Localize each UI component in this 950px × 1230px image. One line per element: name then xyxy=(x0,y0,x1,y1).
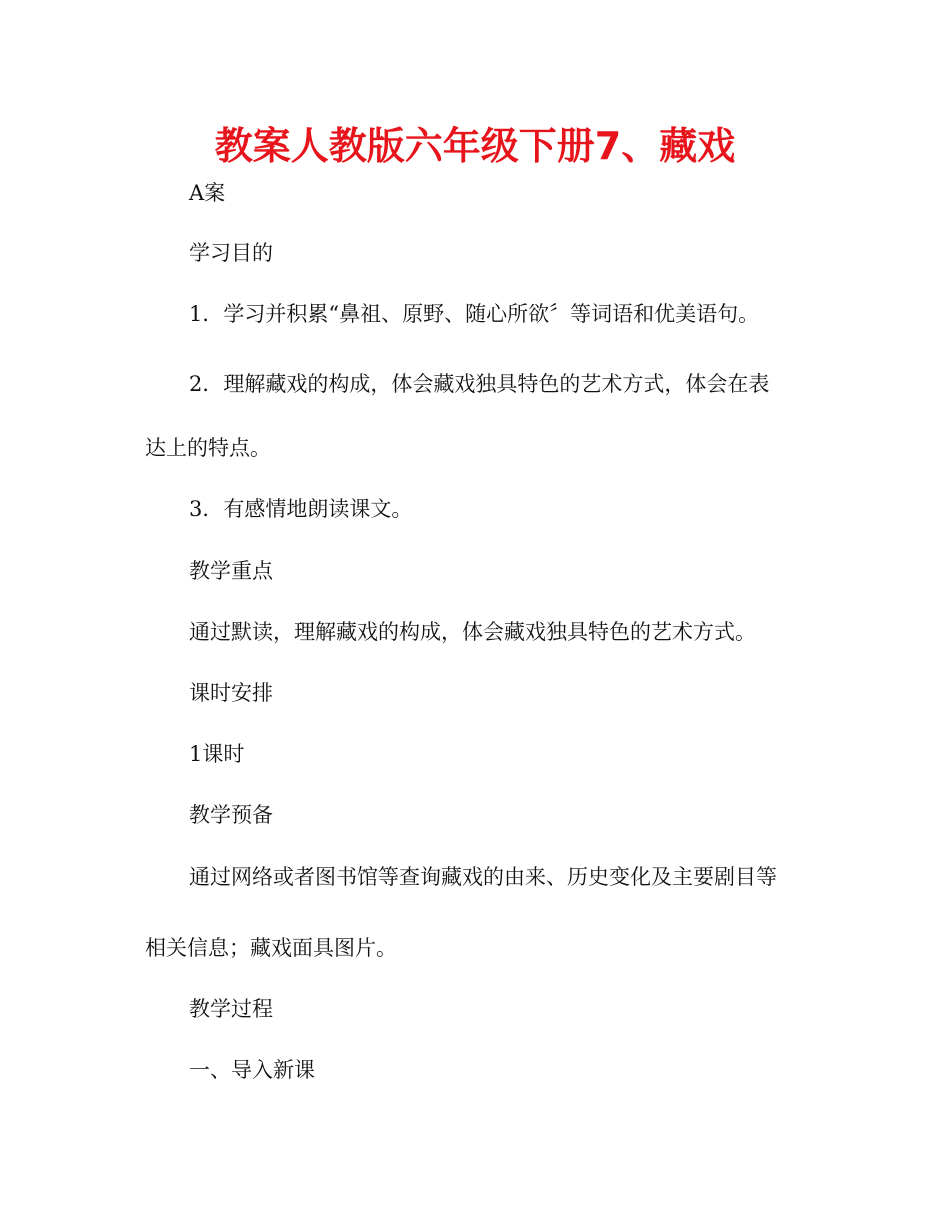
teaching-focus-text: 通过默读，理解藏戏的构成，体会藏戏独具特色的艺术方式。 xyxy=(189,620,756,644)
heading-schedule: 课时安排 xyxy=(189,681,273,705)
section-label-a-plan: A案 xyxy=(189,181,226,205)
heading-teaching-process: 教学过程 xyxy=(189,997,273,1021)
heading-teaching-focus: 教学重点 xyxy=(189,559,273,583)
preparation-text: 通过网络或者图书馆等查询藏戏的由来、历史变化及主要剧目等 xyxy=(189,865,777,889)
goal-item-3: 3．有感情地朗读课文。 xyxy=(189,497,413,521)
document-title: 教案人教版六年级下册7、藏戏 xyxy=(214,124,736,168)
schedule-text: 1课时 xyxy=(189,742,245,766)
goal-item-1: 1．学习并积累“鼻祖、原野、随心所欲〞等词语和优美语句。 xyxy=(189,302,760,326)
goal-item-2: 2．理解藏戏的构成，体会藏戏独具特色的艺术方式，体会在表 xyxy=(189,372,770,396)
heading-learning-goals: 学习目的 xyxy=(189,241,273,265)
heading-preparation: 教学预备 xyxy=(189,803,273,827)
goal-item-2-continued: 达上的特点。 xyxy=(145,436,271,460)
preparation-text-continued: 相关信息；藏戏面具图片。 xyxy=(145,936,397,960)
process-step-1: 一、导入新课 xyxy=(189,1058,315,1082)
